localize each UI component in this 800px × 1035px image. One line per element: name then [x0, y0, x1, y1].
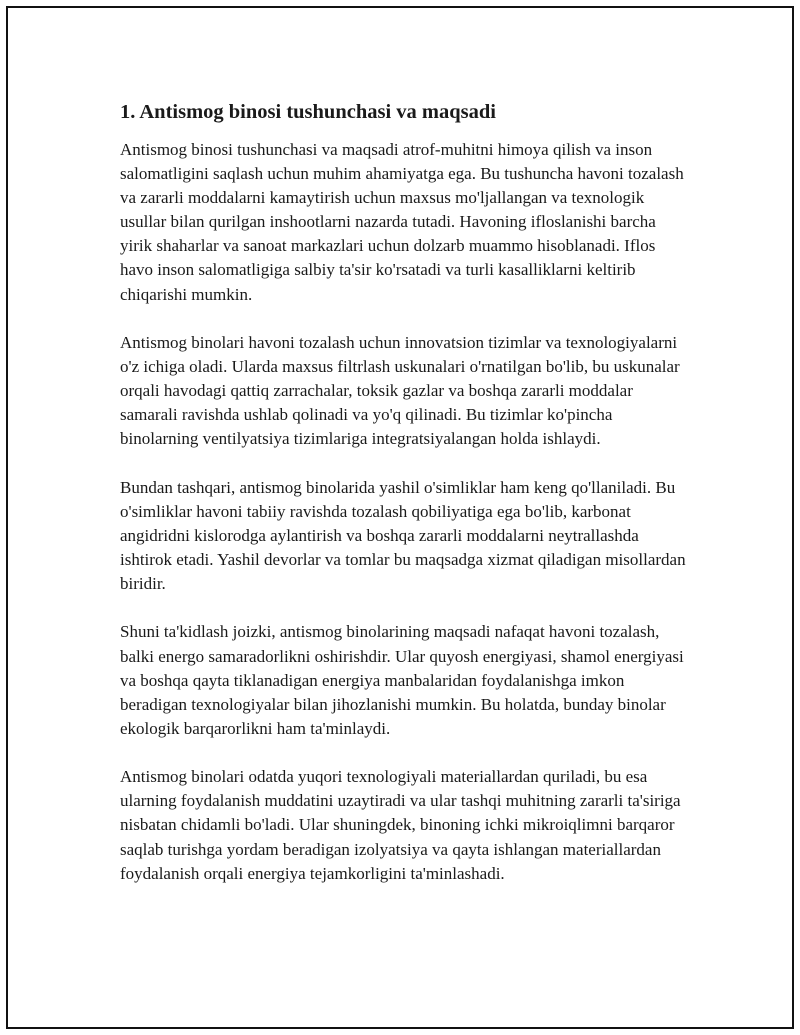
paragraph-3: Bundan tashqari, antismog binolarida yashil o'simliklar ham keng qo'llaniladi. Bu o'simliklar havoni tabiiy ravishda tozalash qobiliyatiga ega bo'lib, karbonat angidridni kislorodga aylantirish va boshqa zararli moddalarni neytrallashda ishtirok etadi. Yashil devorlar va tomlar bu maqsadga xizmat qiladigan misollardan biridir.	[120, 477, 686, 594]
paragraph-2: Antismog binolari havoni tozalash uchun innovatsion tizimlar va texnologiyalarni o'z ichiga oladi. Ularda maxsus filtrlash uskunalari o'rnatilgan bo'lib, bu uskunalar orqali havodagi qattiq zarrachalar, toksik gazlar va boshqa zararli moddalar samarali ravishda ushlab qolinadi va yo'q qilinadi. Bu tizimlar ko'pincha binolarning ventilyatsiya tizimlariga integratsiyalangan holda ishlaydi.	[120, 332, 680, 449]
section-heading: 1. Antismog binosi tushunchasi va maqsadi	[120, 101, 496, 123]
document-body	[120, 98, 692, 910]
paragraph-4: Shuni ta'kidlash joizki, antismog binolarining maqsadi nafaqat havoni tozalash, balki energo samaradorlikni oshirishdir. Ular quyosh energiyasi, shamol energiyasi va boshqa qayta tiklanadigan energiya manbalaridan foydalanishga imkon beradigan texnologiyalar bilan jihozlanishi mumkin. Bu holatda, bunday binolar ekologik barqarorlikni ham ta'minlaydi.	[120, 622, 684, 738]
page-frame	[6, 6, 794, 1029]
paragraph-1: Antismog binosi tushunchasi va maqsadi atrof-muhitni himoya qilish va inson salomatligini saqlash uchun muhim ahamiyatga ega. Bu tushuncha havoni tozalash va zararli moddalarni kamaytirish uchun maxsus mo'ljallangan va texnologik usullar bilan qurilgan inshootlarni nazarda tutadi. Havoning ifloslanishi barcha yirik shaharlar va sanoat markazlari uchun dolzarb muammo hisoblanadi. Iflos havo inson salomatligiga salbiy ta'sir ko'rsatadi va turli kasalliklarni keltirib chiqarishi mumkin.	[120, 140, 684, 304]
paragraph-5: Antismog binolari odatda yuqori texnologiyali materiallardan quriladi, bu esa ularning foydalanish muddatini uzaytiradi va ular tashqi muhitning zararli ta'siriga nisbatan chidamli bo'ladi. Ular shuningdek, binoning ichki mikroiqlimni barqaror saqlab turishga yordam beradigan izolyatsiya va qayta ishlangan materiallardan foydalanish orqali energiya tejamkorligini ta'minlashadi.	[120, 767, 681, 883]
